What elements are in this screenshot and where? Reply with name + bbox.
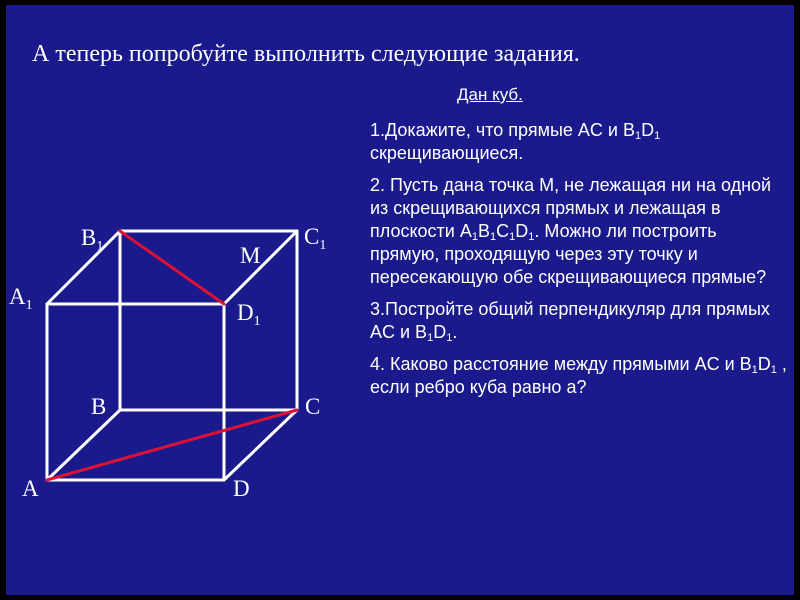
subscript: 1 <box>634 130 642 142</box>
subscript: 1 <box>751 364 758 376</box>
subscript: 1 <box>770 364 777 376</box>
vertex-label-c: C <box>305 394 321 419</box>
subscript: 1 <box>427 332 434 344</box>
subscript: 1 <box>490 231 497 243</box>
vertex-label-c1: $C_1$ <box>304 224 327 253</box>
vertex-label-d1: $D_1$ <box>237 300 261 329</box>
vertex-label-a1: $A_1$ <box>9 284 33 313</box>
vertex-label-m: M <box>240 243 261 268</box>
subscript: 1 <box>471 231 478 243</box>
task-2: 2. Пусть дана точка M, не лежащая ни на одной из скрещивающихся прямых и лежащая в плоскости $A_1B_1C_1D_1$. Можно ли построить прямую, проходящую через эту точку и пересекающую обе скрещивающиеся прямые? <box>370 175 772 287</box>
vertex-label-b1: $B_1$ <box>81 225 104 254</box>
given-heading: Дан куб. <box>457 85 523 104</box>
line-b1d1 <box>120 231 224 304</box>
subscript: 1 <box>528 231 535 243</box>
subscript: 1 <box>509 231 516 243</box>
vertex-label-a: A <box>22 476 39 501</box>
task-1: 1.Докажите, что прямые AC и $B_1D_1$ скрещивающиеся. <box>370 120 661 163</box>
subscript: 1 <box>654 130 661 142</box>
edge-d1-c1 <box>224 231 297 304</box>
slide-title: А теперь попробуйте выполнить следующие задания. <box>32 41 580 67</box>
vertex-label-d: D <box>233 476 250 501</box>
vertex-label-b: B <box>91 394 107 419</box>
subscript: 1 <box>446 332 453 344</box>
task-4: 4. Каково расстояние между прямыми AC и $B_1D_1$ , если ребро куба равно a? <box>370 354 787 397</box>
task-3: 3.Постройте общий перпендикуляр для прямых AC и $B_1D_1$. <box>370 299 770 344</box>
